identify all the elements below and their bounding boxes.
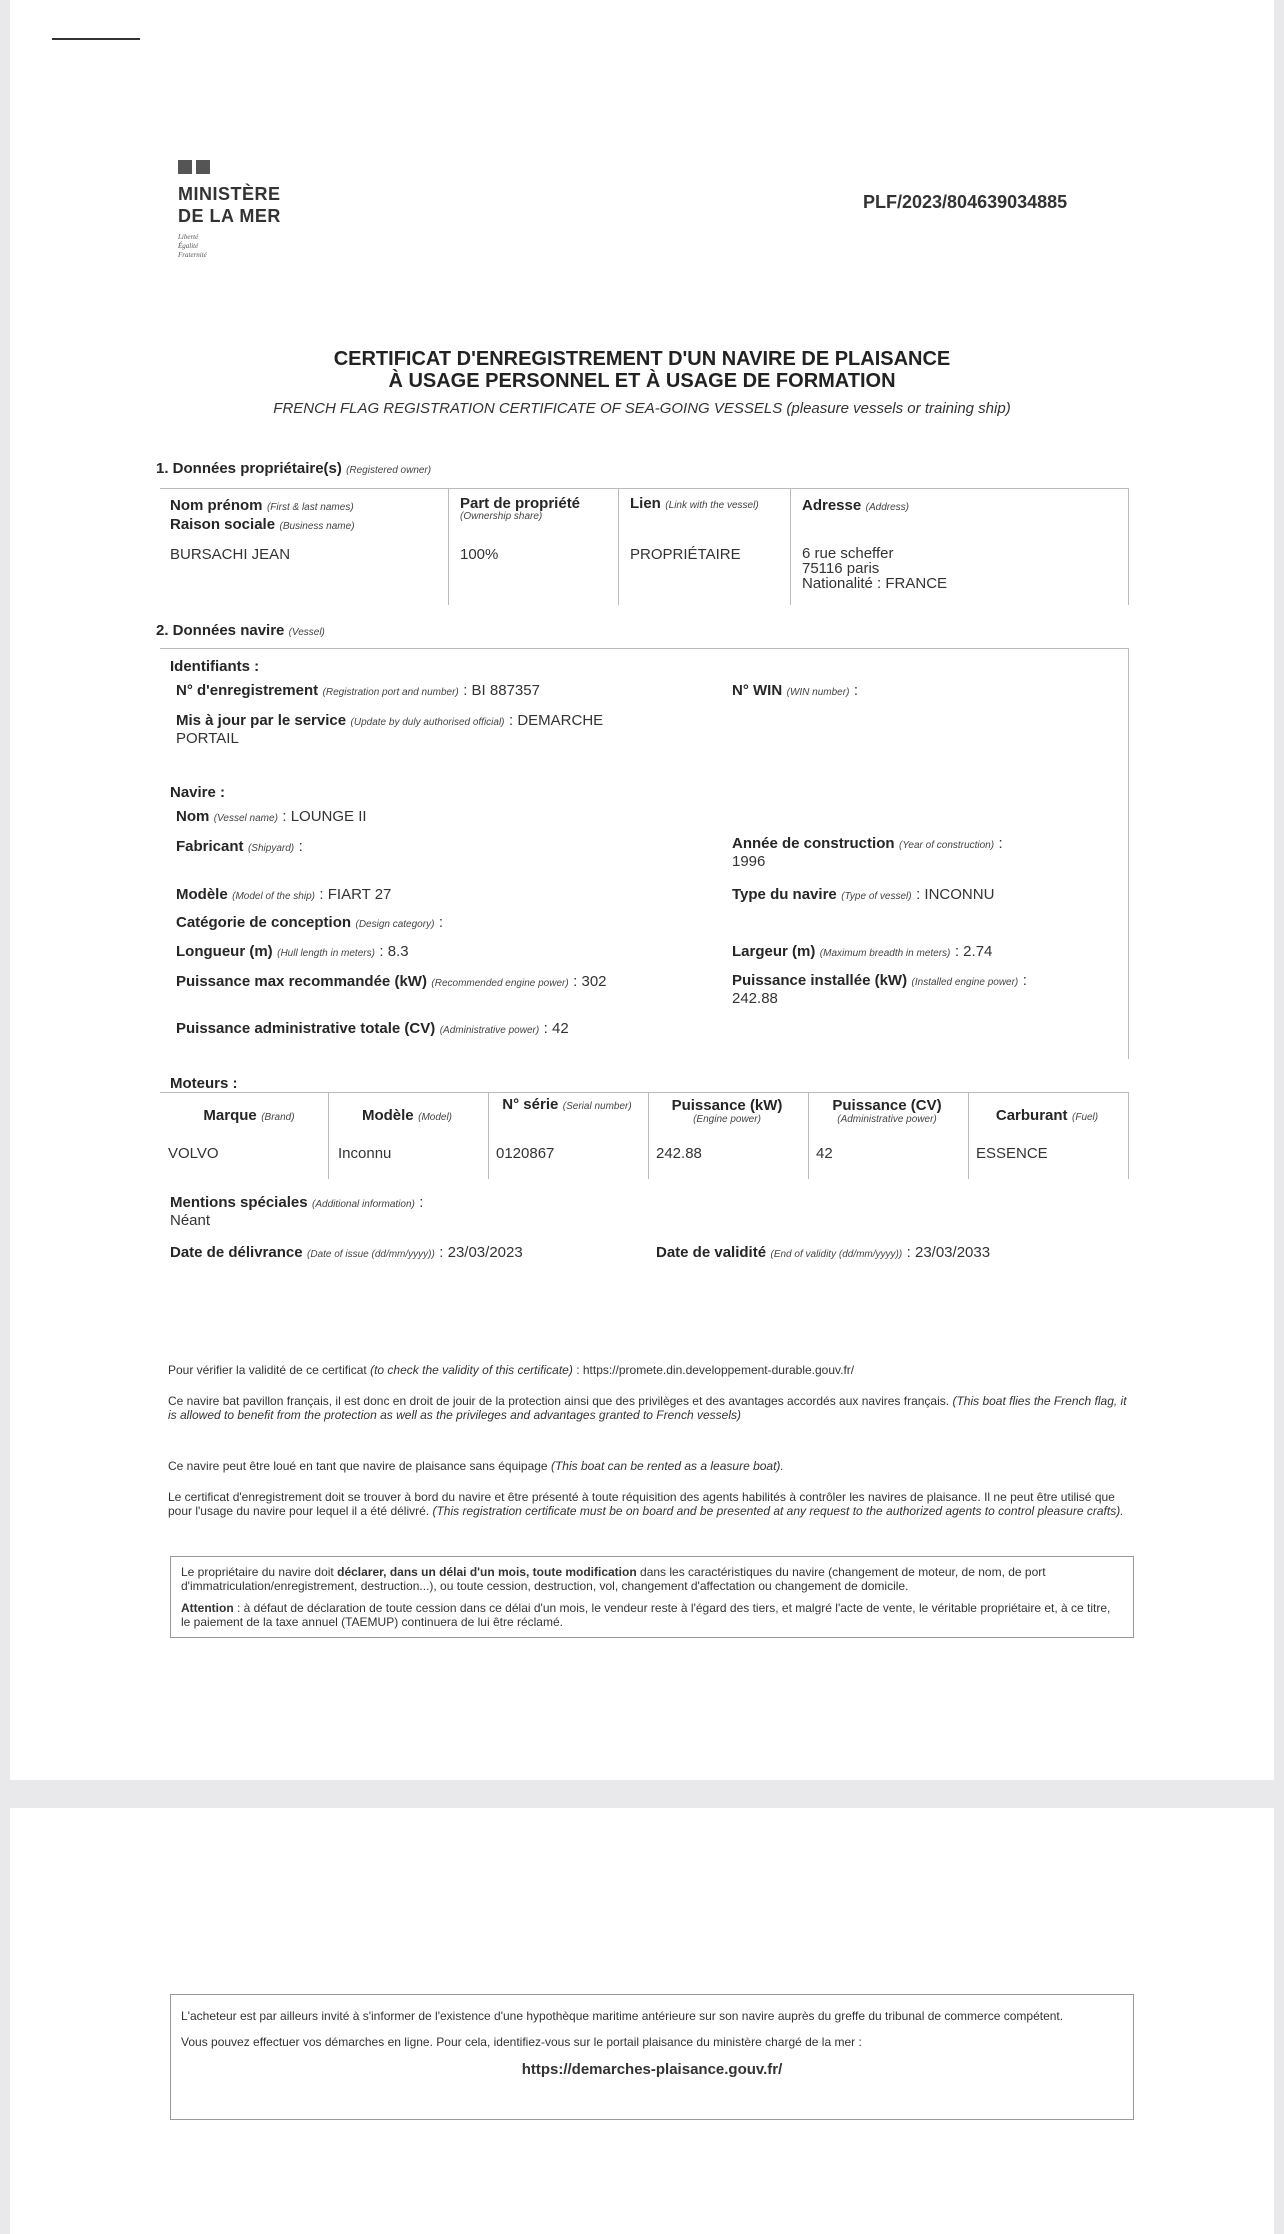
certificate-page-2	[10, 1808, 1274, 2234]
vessel-type: Type du navire (Type of vessel) : INCONNU	[732, 886, 995, 903]
declaration-notice: Le propriétaire du navire doit déclarer, dans un délai d'un mois, toute modification dans les caractéristiques du navire (changement de moteur, de nom, de port d'immatriculation/enregistrement, destruction...), ou toute cession, destruction, vol, changement d'affectation ou changement de domicile.	[181, 1565, 1046, 1593]
marianne-logo-icon	[178, 160, 214, 179]
owner-share-header: Part de propriété (Ownership share)	[460, 495, 581, 522]
vessel-name: Nom (Vessel name) : LOUNGE II	[176, 808, 367, 825]
verify-validity-text: Pour vérifier la validité de ce certificat (to check the validity of this certificate) : https://promete.din.developpement-durable.gouv.fr/	[168, 1363, 855, 1377]
owner-name-header: Nom prénom (First & last names) Raison sociale (Business name)	[170, 497, 355, 533]
scan-mark	[52, 38, 140, 40]
installed-power: Puissance installée (kW) (Installed engine power) : 242.88	[732, 972, 1027, 1007]
rental-text: Ce navire peut être loué en tant que navire de plaisance sans équipage (This boat can be rented as a leasure boat).	[168, 1459, 784, 1473]
vessel-width: Largeur (m) (Maximum breadth in meters) : 2.74	[732, 943, 993, 960]
issue-date: Date de délivrance (Date of issue (dd/mm/yyyy)) : 23/03/2023	[170, 1244, 523, 1261]
validity-date: Date de validité (End of validity (dd/mm/yyyy)) : 23/03/2033	[656, 1244, 991, 1261]
vessel-length: Longueur (m) (Hull length in meters) : 8.3	[176, 943, 409, 960]
french-flag-text: Ce navire bat pavillon français, il est donc en droit de jouir de la protection ainsi que des privilèges et des avantages accordés aux navires français. (This boat flies the French flag, it is allowed to benefit from the protection as well as the privileges and advantages granted to French vessels)	[168, 1394, 1127, 1422]
engine-header-brand: Marque (Brand)	[203, 1107, 295, 1124]
engine-brand: VOLVO	[168, 1145, 219, 1162]
owner-address-value: 6 rue scheffer 75116 paris Nationalité : FRANCE	[802, 545, 948, 592]
certificate-reference: PLF/2023/804639034885	[863, 192, 1068, 212]
owner-share-value: 100%	[460, 546, 499, 563]
max-power: Puissance max recommandée (kW) (Recommended engine power) : 302	[176, 973, 607, 990]
vessel-year: Année de construction (Year of construction) : 1996	[732, 835, 1003, 870]
win-number: N° WIN (WIN number) :	[732, 682, 859, 699]
owner-link-value: PROPRIÉTAIRE	[630, 546, 741, 563]
owner-link-header: Lien (Link with the vessel)	[630, 495, 759, 512]
engine-header-serial: N° série (Serial number)	[502, 1096, 632, 1113]
vessel-model: Modèle (Model of the ship) : FIART 27	[176, 886, 392, 903]
document-title: CERTIFICAT D'ENREGISTREMENT D'UN NAVIRE DE PLAISANCE À USAGE PERSONNEL ET À USAGE DE FORMATION	[333, 348, 951, 392]
engine-fuel: ESSENCE	[976, 1145, 1048, 1162]
document-subtitle: FRENCH FLAG REGISTRATION CERTIFICATE OF SEA-GOING VESSELS (pleasure vessels or training ship)	[273, 400, 1011, 417]
portal-link[interactable]: https://demarches-plaisance.gouv.fr/	[521, 2061, 783, 2078]
mortgage-info-text: L'acheteur est par ailleurs invité à s'informer de l'existence d'une hypothèque maritime antérieure sur son navire auprès du greffe du tribunal de commerce compétent.	[181, 2009, 1064, 2023]
buyer-info-box	[170, 1994, 1134, 2120]
engine-header-model: Modèle (Model)	[361, 1107, 453, 1124]
certificate-page-1	[10, 0, 1274, 1780]
registration-number: N° d'enregistrement (Registration port and number) : BI 887357	[176, 682, 540, 699]
vessel-section-title: 2. Données navire (Vessel)	[156, 622, 325, 639]
engines-table	[160, 1092, 1129, 1179]
owner-address-header: Adresse (Address)	[802, 497, 910, 514]
engines-heading: Moteurs :	[170, 1075, 238, 1092]
engine-power-cv: 42	[816, 1145, 833, 1162]
republic-motto: Liberté Égalité Fraternité	[178, 233, 207, 259]
updated-by: Mis à jour par le service (Update by duly authorised official) : DEMARCHE PORTAIL	[176, 712, 604, 747]
onboard-text: Le certificat d'enregistrement doit se trouver à bord du navire et être présenté à toute réquisition des agents habilités à contrôler les navires de plaisance. Il ne peut être utilisé que pour l'usage du navire pour lequel il a été délivré. (This registration certificate must be on board and be presented at any request to the authorized agents to control pleasure crafts).	[168, 1490, 1124, 1518]
ministry-name: MINISTÈRE DE LA MER	[178, 184, 281, 226]
engine-serial: 0120867	[496, 1145, 555, 1162]
special-mentions: Mentions spéciales (Additional information) : Néant	[170, 1194, 424, 1229]
engine-header-power-cv: Puissance (CV) (Administrative power)	[832, 1097, 942, 1125]
owner-section-title: 1. Données propriétaire(s) (Registered owner)	[156, 460, 432, 477]
owner-table	[160, 488, 1129, 605]
online-procedures-text: Vous pouvez effectuer vos démarches en ligne. Pour cela, identifiez-vous sur le portail plaisance du ministère chargé de la mer :	[181, 2035, 862, 2049]
engine-header-fuel: Carburant (Fuel)	[995, 1107, 1099, 1124]
notice-box	[170, 1556, 1134, 1638]
administrative-power: Puissance administrative totale (CV) (Administrative power) : 42	[176, 1020, 569, 1037]
engine-model: Inconnu	[338, 1145, 392, 1162]
engine-header-power-kw: Puissance (kW) (Engine power)	[671, 1097, 783, 1125]
identifiers-heading: Identifiants :	[170, 658, 260, 675]
attention-notice: Attention : à défaut de déclaration de toute cession dans ce délai d'un mois, le vendeur reste à l'égard des tiers, et malgré l'acte de vente, le véritable propriétaire et, à ce titre, le paiement de la taxe annuel (TAEMUP) continuera de lui être réclamé.	[181, 1601, 1111, 1629]
design-category: Catégorie de conception (Design category) :	[176, 914, 444, 931]
vessel-shipyard: Fabricant (Shipyard) :	[176, 838, 303, 855]
navire-heading: Navire :	[170, 784, 226, 801]
owner-name-value: BURSACHI JEAN	[170, 546, 291, 563]
engine-power-kw: 242.88	[656, 1145, 702, 1162]
